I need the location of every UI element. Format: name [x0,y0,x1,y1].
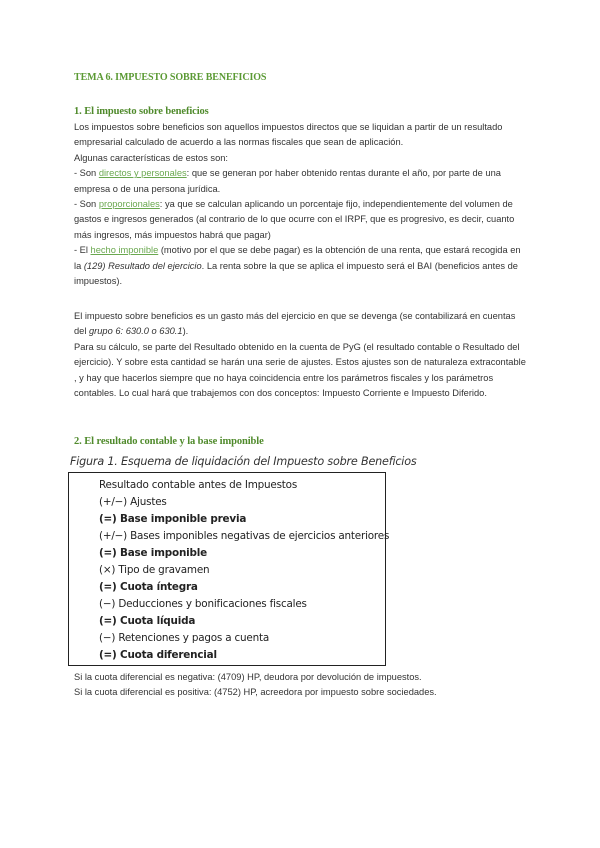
figure-item: (+/−) Bases imponibles negativas de ejercicios anteriores [99,530,390,542]
gasto-paragraph: El impuesto sobre beneficios es un gasto más del ejercicio en que se devenga (se contabilizará en cuentas del grupo 6: 630.0 o 630.1). [74,311,516,337]
bullet-hecho-imponible: - El hecho imponible (motivo por el que se debe pagar) es la obtención de una renta, que estará recogida en la (129) Resultado del ejercicio. La renta sobre la que se aplica el impuesto será el BAI (beneficios antes de impuestos). [74,245,521,287]
section2-notes [74,670,526,701]
section1-heading: 1. El impuesto sobre beneficios [74,106,209,117]
section1-intro: Los impuestos sobre beneficios son aquellos impuestos directos que se liquidan a partir de un resultado empresarial calculado de acuerdo a las normas fiscales que sean de aplicación. [74,122,503,148]
bullet-directos: - Son directos y personales: que se generan por haber obtenido rentas durante el año, por parte de una empresa o de una persona jurídica. [74,168,501,194]
figure-item: (=) Cuota líquida [99,615,196,627]
link-directos-personales[interactable]: directos y personales [98,168,187,179]
calculo-paragraph: Para su cálculo, se parte del Resultado obtenido en la cuenta de PyG (el resultado contable o Resultado del ejercicio). Y sobre esta cantidad se harán una serie de ajustes. Estos ajustes son de naturaleza extracontable , y hay que hacerlos siempre que no haya coincidencia entre los parámetros fiscales y los parámetros contables. Lo cual hará que trabajemos con dos conceptos: Impuesto Corriente e Impuesto Diferido. [74,341,526,399]
figure-item: (=) Base imponible previa [99,513,247,525]
figure-item: (=) Cuota íntegra [99,581,198,593]
document-title: TEMA 6. IMPUESTO SOBRE BENEFICIOS [74,72,267,83]
figure-item: (=) Base imponible [99,547,207,559]
section2-heading: 2. El resultado contable y la base imponible [74,436,264,447]
figure-item: (×) Tipo de gravamen [99,564,210,576]
features-intro: Algunas características de estos son: [74,152,228,163]
section1-body [74,120,526,289]
figure-item: (−) Deducciones y bonificaciones fiscales [99,598,307,610]
figure-caption: Figura 1. Esquema de liquidación del Impuesto sobre Beneficios [70,455,417,468]
bullet-proporcionales: - Son proporcionales: ya que se calculan aplicando un porcentaje fijo, independientemente del volumen de gastos e ingresos generados (al contrario de lo que ocurre con el IRPF, que es progresivo, es decir, cuanto más ingresos, más impuestos habrá que pagar) [74,199,515,240]
section1-para2 [74,309,526,401]
figure-item: (−) Retenciones y pagos a cuenta [99,632,270,644]
figure-item: (=) Cuota diferencial [99,649,217,661]
figure-box [68,472,390,666]
note-negativa: Si la cuota diferencial es negativa: (4709) HP, deudora por devolución de impuestos. [74,672,422,682]
link-hecho-imponible[interactable]: hecho imponible [90,245,159,256]
note-positiva: Si la cuota diferencial es positiva: (4752) HP, acreedora por impuesto sobre sociedades. [74,687,437,698]
link-proporcionales[interactable]: proporcionales [98,199,160,210]
figure-item: Resultado contable antes de Impuestos [99,479,298,491]
figure-esquema-liquidacion [68,455,417,667]
figure-item: (+/−) Ajustes [99,496,167,508]
